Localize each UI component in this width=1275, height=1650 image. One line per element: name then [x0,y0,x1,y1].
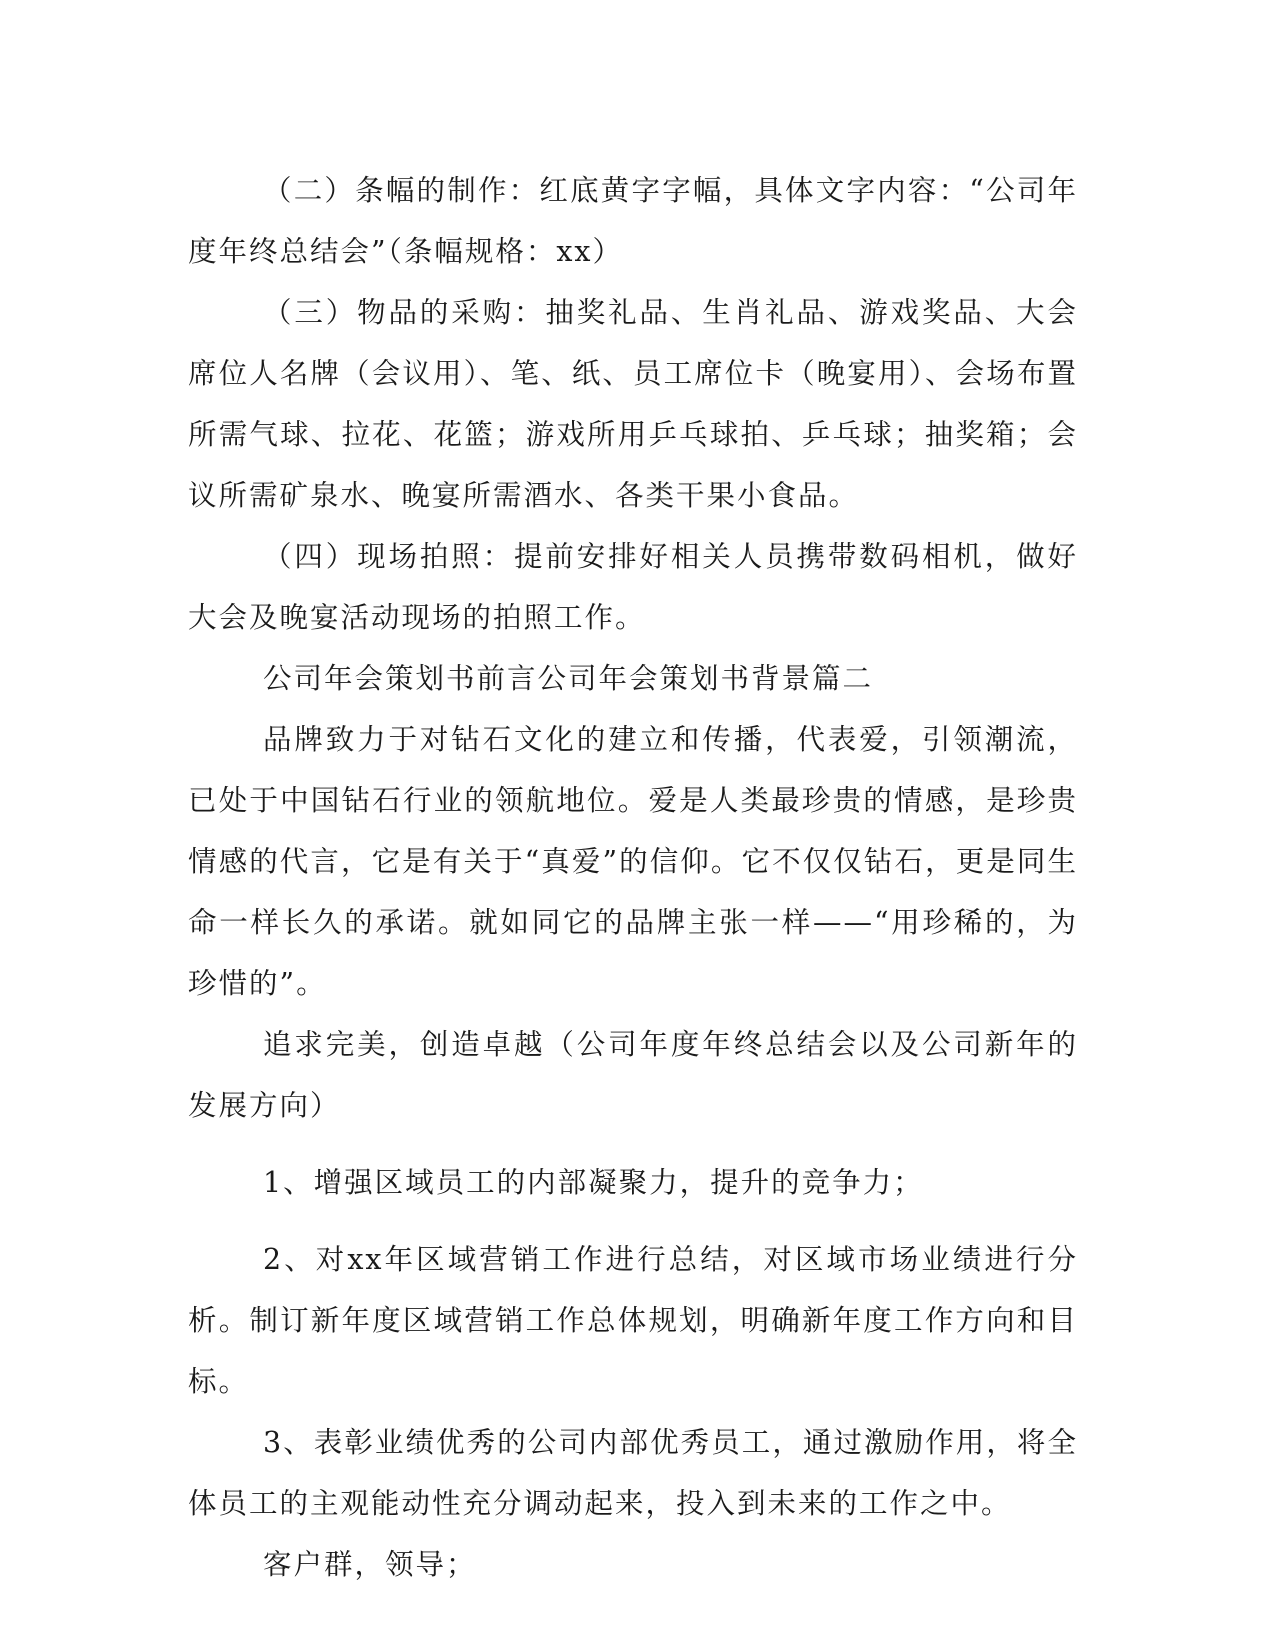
paragraph-purchasing: （三）物品的采购：抽奖礼品、生肖礼品、游戏奖品、大会席位人名牌（会议用）、笔、纸、员工席位卡（晚宴用）、会场布置所需气球、拉花、花篮；游戏所用乒乓球拍、乒乓球；抽奖箱；会议所需矿泉水、晚宴所需酒水、各类干果小食品。 [188,296,1078,512]
paragraph-audience: 客户群，领导； [263,1548,477,1581]
paragraph-theme: 追求完美，创造卓越（公司年度年终总结会以及公司新年的发展方向） [188,1028,1078,1122]
list-item-1: 1、增强区域员工的内部凝聚力，提升的竞争力； [263,1166,924,1199]
paragraph-photography: （四）现场拍照：提前安排好相关人员携带数码相机，做好大会及晚宴活动现场的拍照工作。 [188,540,1078,634]
paragraph-brand: 品牌致力于对钻石文化的建立和传播，代表爱，引领潮流，已处于中国钻石行业的领航地位。爱是人类最珍贵的情感，是珍贵情感的代言，它是有关于“真爱”的信仰。它不仅仅钻石，更是同生命一样长久的承诺。就如同它的品牌主张一样——“用珍稀的，为珍惜的”。 [188,723,1078,1000]
document-body [188,160,1078,1595]
list-item-2: 2、对xx年区域营销工作进行总结，对区域市场业绩进行分析。制订新年度区域营销工作总体规划，明确新年度工作方向和目标。 [188,1243,1078,1398]
paragraph-banner: （二）条幅的制作：红底黄字字幅，具体文字内容：“公司年度年终总结会”（条幅规格：xx） [188,174,1078,268]
list-item-3: 3、表彰业绩优秀的公司内部优秀员工，通过激励作用，将全体员工的主观能动性充分调动起来，投入到未来的工作之中。 [188,1426,1078,1520]
section-heading: 公司年会策划书前言公司年会策划书背景篇二 [263,662,874,695]
